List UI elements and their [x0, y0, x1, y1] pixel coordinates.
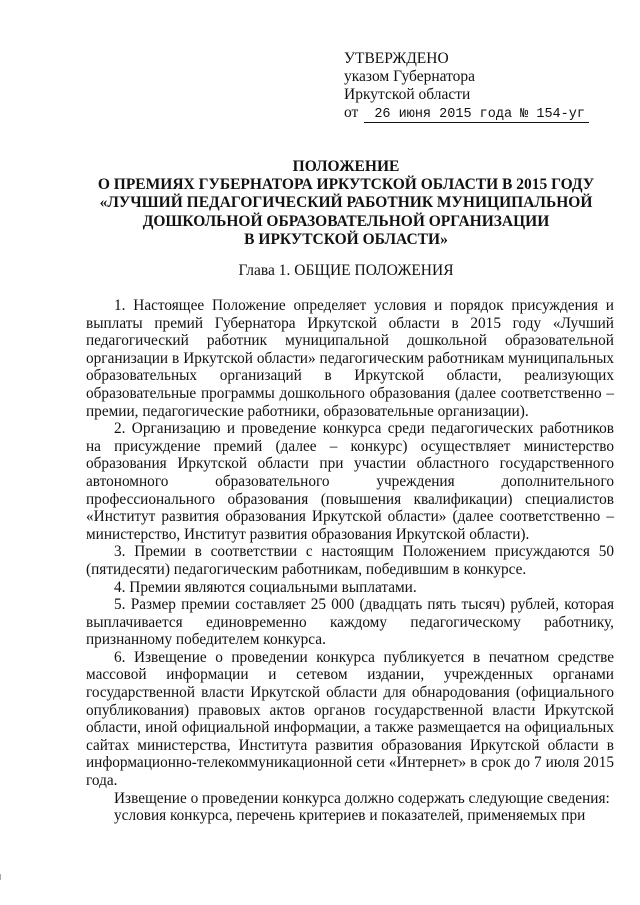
- title-line-5: В ИРКУТСКОЙ ОБЛАСТИ»: [244, 230, 448, 248]
- paragraph: Извещение о проведении конкурса должно содержать следующие сведения:: [114, 789, 610, 807]
- title-line-1: ПОЛОЖЕНИЕ: [292, 158, 400, 175]
- document-title: [70, 158, 622, 249]
- chapter-heading: Глава 1. ОБЩИЕ ПОЛОЖЕНИЯ: [238, 262, 454, 279]
- scan-edge-mark: [0, 874, 7, 880]
- approval-heading: УТВЕРЖДЕНО: [344, 50, 449, 67]
- document-body: [86, 297, 614, 825]
- paragraph: 1. Настоящее Положение определяет условия и порядок присуждения и выплаты премий Губернатора Иркутской области в 2015 году «Лучший педагогический работник муниципальной дошкольной образовательной организации в Иркутской области» педагогическим работникам муниципальных образовательных организаций в Иркутской области, реализующих образовательные программы дошкольного образования (далее соответственно – премии, педагогические работники, образовательные организации).: [86, 297, 614, 420]
- approval-region-line: Иркутской области: [344, 86, 471, 103]
- paragraph: 2. Организацию и проведение конкурса среди педагогических работников на присуждение премий (далее – конкурс) осуществляет министерство образования Иркутской области при участии областного государственного автономного образовательного учреждения дополнительного профессионального образования (повышения квалификации) специалистов «Институт развития образования Иркутской области» (далее соответственно – министерство, Институт развития образования Иркутской области).: [86, 420, 614, 543]
- title-line-4: ДОШКОЛЬНОЙ ОБРАЗОВАТЕЛЬНОЙ ОРГАНИЗАЦИИ: [142, 212, 550, 230]
- approval-stamp: [344, 50, 624, 124]
- approval-date-value: 26 июня 2015 года № 154-уг: [364, 107, 589, 123]
- paragraph: условия конкурса, перечень критериев и показателей, применяемых при: [114, 807, 586, 825]
- title-line-2: О ПРЕМИЯХ ГУБЕРНАТОРА ИРКУТСКОЙ ОБЛАСТИ В 2015 ГОДУ: [97, 176, 595, 194]
- paragraph: 3. Премии в соответствии с настоящим Положением присуждаются 50 (пятидесяти) педагогическим работникам, победившим в конкурсе.: [86, 543, 614, 578]
- approval-date-prefix: от: [344, 104, 359, 121]
- paragraph: 6. Извещение о проведении конкурса публикуется в печатном средстве массовой информации и сетевом издании, учрежденных органами государственной власти Иркутской области для обнародования (официального опубликования) правовых актов органов государственной власти Иркутской области, иной официальной информации, а также размещается на официальных сайтах министерства, Института развития образования Иркутской области в информационно-телекоммуникационной сети «Интернет» в срок до 7 июля 2015 года.: [86, 648, 614, 790]
- approval-decree-line: указом Губернатора: [344, 68, 476, 85]
- paragraph: 5. Размер премии составляет 25 000 (двадцать пять тысяч) рублей, которая выплачивается единовременно каждому педагогическому работнику, признанному победителем конкурса.: [86, 596, 614, 649]
- paragraph: 4. Премии являются социальными выплатами.: [114, 578, 417, 596]
- approval-date-line: [344, 104, 624, 124]
- title-line-3: «ЛУЧШИЙ ПЕДАГОГИЧЕСКИЙ РАБОТНИК МУНИЦИПАЛЬНОЙ: [99, 194, 593, 212]
